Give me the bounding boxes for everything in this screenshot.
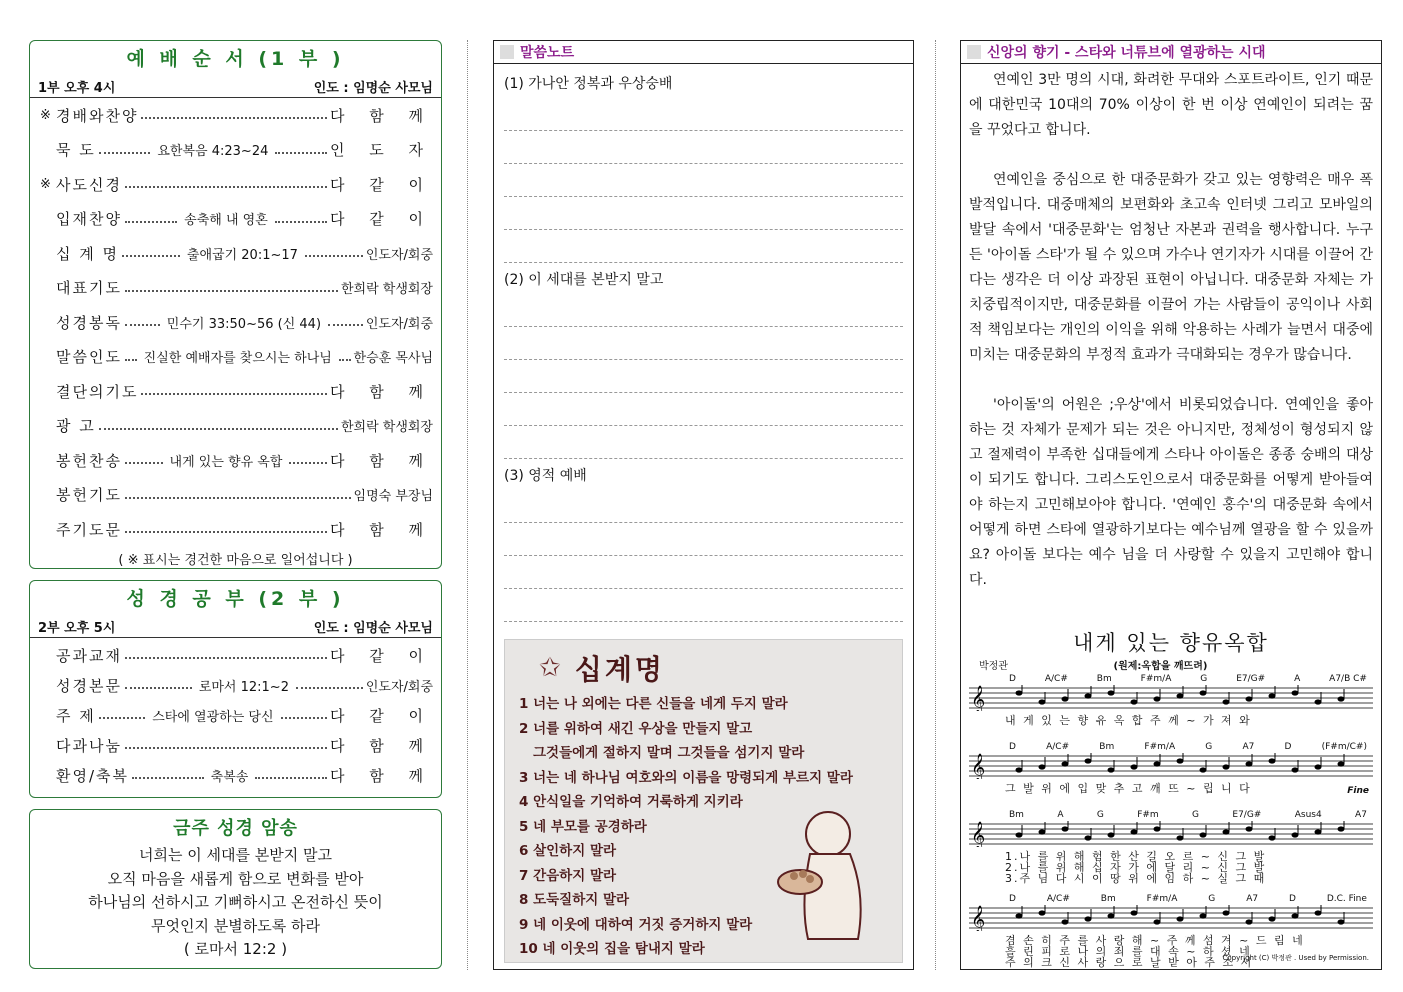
notes-sections xyxy=(494,64,913,656)
order-item-name: 광 고 xyxy=(56,417,96,436)
order-item-name: 주 제 xyxy=(56,706,96,725)
order-row xyxy=(30,730,441,760)
music-note xyxy=(1108,832,1115,837)
music-note xyxy=(1039,699,1046,704)
memory-line: ( 로마서 12:2 ) xyxy=(183,940,288,958)
music-note xyxy=(1246,761,1253,766)
music-note xyxy=(1292,690,1299,695)
treble-clef-icon: 𝄞 xyxy=(971,685,986,711)
chord-symbol: G xyxy=(1208,894,1216,904)
chord-symbol: E7/G# xyxy=(1232,810,1262,820)
chord-row xyxy=(969,742,1373,753)
lyrics-line: 흘 린 피 로 나 의 죄 를 대 속 ~ 하 셨 네 xyxy=(1005,945,1252,958)
article-title: 신앙의 향기 - 스타와 너튜브에 열광하는 시대 xyxy=(987,45,1266,61)
leader-dots xyxy=(339,359,351,361)
music-note xyxy=(1338,696,1345,701)
commandment-item: 7 간음하지 말라 xyxy=(519,867,617,884)
writing-line xyxy=(504,426,903,459)
note-section xyxy=(494,460,913,656)
chord-row xyxy=(969,674,1373,685)
chord-symbol: Bm xyxy=(1096,674,1112,684)
leader-dots xyxy=(99,152,151,154)
order-item-person: 한승훈 목사님 xyxy=(353,351,434,367)
music-note xyxy=(1223,829,1230,834)
leader-dots xyxy=(141,117,327,119)
article-header xyxy=(961,41,1381,64)
writing-line xyxy=(504,164,903,197)
memory-line: 무엇인지 분별하도록 하라 xyxy=(151,916,320,935)
memory-line: 오직 마음을 새롭게 함으로 변화를 받아 xyxy=(107,869,364,888)
memory-line: 너희는 이 세대를 본받지 말고 xyxy=(139,846,332,864)
writing-line xyxy=(504,230,903,263)
note-heading: (3) 영적 예배 xyxy=(504,468,587,484)
header-marker xyxy=(967,45,981,59)
music-note xyxy=(1338,761,1345,766)
music-note xyxy=(1177,758,1184,763)
leader-dots xyxy=(125,186,327,188)
article-panel xyxy=(960,40,1382,970)
writing-line xyxy=(504,294,903,327)
stand-mark: ※ xyxy=(40,176,51,192)
order-item-name: 공과교재 xyxy=(56,646,122,665)
study-title: 성 경 공 부 (2 부 ) xyxy=(126,588,345,610)
chord-symbol: A7 xyxy=(1246,894,1259,904)
music-note xyxy=(1269,835,1276,840)
treble-clef-icon: 𝄞 xyxy=(971,905,986,931)
music-note xyxy=(1200,832,1207,837)
commandment-item: 8 도둑질하지 말라 xyxy=(519,892,630,908)
order-item-name: 결단의기도 xyxy=(56,382,139,401)
writing-line xyxy=(504,490,903,523)
music-note xyxy=(1039,764,1046,769)
song-composer: 박정관 xyxy=(979,661,1008,672)
order-item-person: 다 함 께 xyxy=(329,766,433,785)
order-item-detail: 요한복음 4:23~24 xyxy=(153,140,272,159)
writing-line xyxy=(504,197,903,230)
music-note xyxy=(1200,690,1207,695)
commandment-item: 1 너는 나 외에는 다른 신들을 네게 두지 말라 xyxy=(519,696,788,712)
music-note xyxy=(1292,832,1299,837)
music-note xyxy=(1200,767,1207,772)
order-item-name: 성경본문 xyxy=(56,676,122,695)
staff-system xyxy=(969,894,1373,976)
order-row xyxy=(30,271,441,306)
music-note xyxy=(1315,910,1322,915)
leader-dots xyxy=(125,687,192,689)
notes-header xyxy=(494,41,913,64)
order-item-person: 다 함 께 xyxy=(330,451,434,470)
order-item-detail: 스타에 열광하는 당신 xyxy=(148,706,277,725)
note-heading: (1) 가나안 정복과 우상숭배 xyxy=(504,76,673,92)
music-note xyxy=(1177,916,1184,921)
order-row xyxy=(30,670,441,700)
commandments-header xyxy=(505,640,902,688)
music-note xyxy=(1062,696,1069,701)
music-note xyxy=(1315,699,1322,704)
order-item-person: 다 함 께 xyxy=(329,106,433,125)
order-row xyxy=(30,640,441,670)
chord-symbol: A7/B C# xyxy=(1329,674,1367,684)
article-paragraph: 연예인을 중심으로 한 대중문화가 갖고 있는 영향력은 매우 폭발적입니다. 대중매체의 보편화와 초고속 인터넷 그리고 모바일의 발달 속에서 '대중문화'는 엄청난 자본과 권력을 행사합니다. 누구든 '아이돌 스타'가 될 수 있으며 가수나 연기자가 시대를 이끌어 간다는 생각은 더 이상 과장된 표현이 아닙니다. 대중문화 자체는 가치중립적이지만, 대중문화를 이끌어 가는 사람들이 공익이나 사회적 책임보다는 개인의 이익을 위해 악용하는 사례가 늘면서 대중에 미치는 대중문화의 부정적 효과가 극대화되는 경우가 많습니다. xyxy=(969,172,1373,363)
chord-symbol: G xyxy=(1200,674,1208,684)
writing-line xyxy=(504,523,903,556)
chord-symbol: G xyxy=(1192,810,1200,820)
leader-dots xyxy=(99,717,145,719)
leader-dots xyxy=(125,290,338,292)
order-item-person: 인도자/회중 xyxy=(365,247,433,263)
order-item-name: 성경봉독 xyxy=(56,313,122,332)
order-row xyxy=(30,512,441,547)
music-note xyxy=(1292,913,1299,918)
writing-line xyxy=(504,327,903,360)
music-note xyxy=(1269,916,1276,921)
leader-dots xyxy=(328,324,363,326)
music-note xyxy=(1269,693,1276,698)
order-item-person: 다 함 께 xyxy=(329,520,433,539)
order-item-person: 인도자/회중 xyxy=(365,316,434,332)
study-time: 2부 오후 5시 xyxy=(38,620,116,636)
bible-study-box xyxy=(29,580,442,798)
chord-symbol: A/C# xyxy=(1044,674,1068,684)
music-note xyxy=(1154,696,1161,701)
leader-dots xyxy=(125,462,163,464)
order-item-detail: 민수기 33:50~56 (신 44) xyxy=(163,313,325,332)
chord-symbol: Asus4 xyxy=(1294,810,1322,820)
order-row xyxy=(30,409,441,444)
chord-symbol: (F#m/C#) xyxy=(1321,742,1367,752)
treble-clef-icon: 𝄞 xyxy=(971,753,986,779)
music-note xyxy=(1016,690,1023,695)
ten-commandments-image xyxy=(504,639,903,963)
leader-dots xyxy=(125,497,351,499)
chord-symbol: D xyxy=(1009,894,1016,904)
music-note xyxy=(1039,829,1046,834)
order-item-name: 환영/축복 xyxy=(56,766,130,785)
leader-dots xyxy=(132,777,204,779)
chord-symbol: D.C. Fine xyxy=(1326,894,1367,904)
order-item-person: 임명숙 부장님 xyxy=(353,489,433,505)
music-note xyxy=(1085,758,1092,763)
column-divider-2 xyxy=(935,40,936,970)
leader-dots xyxy=(275,152,327,154)
music-note xyxy=(1131,910,1138,915)
chord-symbol: A7 xyxy=(1355,810,1367,820)
chord-symbol: A/C# xyxy=(1046,894,1070,904)
treble-clef-icon: 𝄞 xyxy=(971,821,986,847)
music-note xyxy=(1177,835,1184,840)
notes-title: 말씀노트 xyxy=(520,45,575,61)
study-subheader xyxy=(30,615,441,638)
leader-dots xyxy=(125,359,137,361)
music-note xyxy=(1292,767,1299,772)
music-note xyxy=(1315,764,1322,769)
order-row xyxy=(30,443,441,478)
music-note xyxy=(1223,699,1230,704)
study-list xyxy=(30,638,441,790)
order-item-person: 한희락 학생회장 xyxy=(340,420,433,436)
music-note xyxy=(1315,829,1322,834)
commandment-item: 2 너를 위하여 새긴 우상을 만들지 말고 xyxy=(519,720,753,737)
order-row xyxy=(30,167,441,202)
worship-note: ( ※ 표시는 경건한 마음으로 일어섭니다 ) xyxy=(118,552,353,568)
commandments-title: 십계명 xyxy=(574,653,665,686)
stand-mark: ※ xyxy=(40,107,51,123)
worship-subheader xyxy=(30,75,441,98)
fine-mark: Fine xyxy=(1347,786,1369,796)
writing-line xyxy=(504,556,903,589)
music-note xyxy=(1039,910,1046,915)
chord-symbol: F#m/A xyxy=(1146,894,1178,904)
music-staff xyxy=(969,821,1373,847)
chord-symbol: D xyxy=(1289,894,1296,904)
order-item-name: 묵 도 xyxy=(56,141,96,160)
commandment-item: 6 살인하지 말라 xyxy=(519,843,617,859)
commandment-item: 10 네 이웃의 집을 탐내지 말라 xyxy=(519,941,705,957)
chord-symbol: D xyxy=(1284,742,1292,752)
music-note xyxy=(1223,764,1230,769)
order-row xyxy=(30,374,441,409)
chord-symbol: G xyxy=(1096,810,1104,820)
music-note xyxy=(1085,693,1092,698)
music-note xyxy=(1223,910,1230,915)
study-leader: 인도 : 임명순 사모님 xyxy=(313,620,433,636)
music-note xyxy=(1131,829,1138,834)
order-item-person: 다 같 이 xyxy=(330,210,434,229)
chord-symbol: A xyxy=(1294,674,1301,684)
music-note xyxy=(1131,699,1138,704)
lyrics-line: 2.나 를 위 해 십 자 가 에 달 리 ~ 신 그 발 xyxy=(1005,861,1267,874)
leader-dots xyxy=(281,717,327,719)
chord-symbol: G xyxy=(1205,742,1213,752)
chord-symbol: Bm xyxy=(1100,894,1116,904)
chord-symbol: F#m/A xyxy=(1144,742,1176,752)
order-item-name: 봉헌찬송 xyxy=(56,451,122,470)
leader-dots xyxy=(305,255,363,257)
article-paragraph: 연예인 3만 명의 시대, 화려한 무대와 스포트라이트, 인기 때문에 대한민국 10대의 70% 이상이 한 번 이상 연예인이 되려는 꿈을 꾸었다고 합니다. xyxy=(969,72,1373,138)
order-item-detail: 출애굽기 20:1~17 xyxy=(183,244,302,263)
article-paragraph: '아이돌'의 어원은 ;우상'에서 비롯되었습니다. 연예인을 좋아하는 것 자체가 문제가 되는 것은 아니지만, 정체성이 형성되지 않고 절제력이 부족한 십대들에게 스타나 아이돌은 종종 숭배의 대상이 되기도 합니다. 그리스도인으로서 대중문화를 어떻게 받아들여야 하는지 고민해보아야 합니다. '연예인 홍수'의 대중문화 속에서 어떻게 하면 스타에 열광하기보다는 예수님께 열광을 할 수 있을까요? 아이돌 보다는 예수 님을 더 사랑할 수 있을지 고민해야 합니다. xyxy=(969,397,1373,588)
leader-dots xyxy=(122,255,180,257)
chord-symbol: D xyxy=(1009,742,1016,752)
order-item-name: 말씀인도 xyxy=(56,348,122,367)
order-item-person: 인 도 자 xyxy=(330,141,434,160)
writing-line xyxy=(504,393,903,426)
order-item-name: 입재찬양 xyxy=(56,210,122,229)
staff-system xyxy=(969,742,1373,808)
music-note xyxy=(1177,693,1184,698)
worship-list xyxy=(30,98,441,547)
song-copyright: Copyright (C) 박정관 . Used by Permission. xyxy=(1222,954,1369,962)
lyrics-line: 주 의 크 신 사 랑 으 로 날 받 아 주 소 서 xyxy=(1005,956,1254,969)
song-title: 내게 있는 향유옥합 xyxy=(1073,631,1269,655)
music-note xyxy=(1016,832,1023,837)
leader-dots xyxy=(125,324,160,326)
music-note xyxy=(1246,919,1253,924)
order-item-detail: 송축해 내 영혼 xyxy=(180,209,272,228)
staff-system xyxy=(969,674,1373,740)
chord-symbol: A xyxy=(1057,810,1064,820)
music-note xyxy=(1062,919,1069,924)
sermon-notes-panel xyxy=(493,40,914,970)
order-row xyxy=(30,700,441,730)
order-item-person: 인도자/회중 xyxy=(365,679,433,695)
chord-symbol: F#m/A xyxy=(1140,674,1172,684)
order-item-name: 십 계 명 xyxy=(56,244,120,263)
leader-dots xyxy=(125,221,177,223)
star-doodle-icon: ✩ xyxy=(539,653,561,683)
sheet-music xyxy=(969,627,1373,969)
music-note xyxy=(1154,761,1161,766)
music-note xyxy=(1108,690,1115,695)
lyrics-line: 내 게 있 는 향 유 옥 합 주 께 ~ 가 져 와 xyxy=(1005,714,1252,727)
music-note xyxy=(1338,826,1345,831)
commandment-item: 3 너는 네 하나님 여호와의 이름을 망령되게 부르지 말라 xyxy=(519,769,853,786)
music-note xyxy=(1338,919,1345,924)
order-item-detail: 내게 있는 향유 옥합 xyxy=(166,451,287,470)
leader-dots xyxy=(141,393,327,395)
music-staff xyxy=(969,753,1373,779)
staves xyxy=(969,674,1373,976)
order-row xyxy=(30,340,441,375)
commandment-item: 4 안식일을 기억하여 거룩하게 지키라 xyxy=(519,794,743,810)
lyrics-line: 겸 손 히 주 를 사 랑 해 ~ 주 께 섬 겨 ~ 드 림 네 xyxy=(1005,934,1305,947)
staff-system xyxy=(969,810,1373,892)
order-item-name: 사도신경 xyxy=(56,175,122,194)
leader-dots xyxy=(255,777,327,779)
commandment-item: 9 네 이웃에 대하여 거짓 증거하지 말라 xyxy=(519,916,753,933)
memory-title: 금주 성경 암송 xyxy=(173,818,298,839)
order-item-detail: 축복송 xyxy=(207,766,253,785)
chord-symbol: A/C# xyxy=(1046,742,1070,752)
music-note xyxy=(1016,913,1023,918)
order-item-name: 경배와찬양 xyxy=(56,106,139,125)
leader-dots xyxy=(296,687,363,689)
order-item-name: 봉헌기도 xyxy=(56,486,122,505)
music-staff xyxy=(969,685,1373,711)
worship-time: 1부 오후 4시 xyxy=(38,80,116,96)
memory-line: 하나님의 선하시고 기뻐하시고 온전하신 뜻이 xyxy=(88,893,383,911)
order-item-name: 주기도문 xyxy=(56,520,122,539)
commandment-item: 그것들에게 절하지 말며 그것들을 섬기지 말라 xyxy=(533,745,805,761)
music-note xyxy=(1085,835,1092,840)
order-item-detail: 로마서 12:1~2 xyxy=(195,676,293,695)
leader-dots xyxy=(289,462,327,464)
commandment-item: 5 네 부모를 공경하라 xyxy=(519,818,647,835)
song-subtitle: (원제:옥합을 깨뜨려) xyxy=(1113,661,1208,672)
person-holding-basket-illustration xyxy=(770,804,880,944)
lyrics-line: 1.나 를 위 해 험 한 산 길 오 르 ~ 신 그 발 xyxy=(1005,850,1267,863)
order-row xyxy=(30,236,441,271)
leader-dots xyxy=(125,657,327,659)
music-note xyxy=(1246,696,1253,701)
memory-verse xyxy=(30,844,441,962)
music-note xyxy=(1154,919,1161,924)
music-note xyxy=(1131,764,1138,769)
order-item-person: 다 함 께 xyxy=(329,382,433,401)
order-item-name: 다과나눔 xyxy=(56,736,122,755)
writing-line xyxy=(504,131,903,164)
header-marker xyxy=(500,45,514,59)
order-row xyxy=(30,98,441,133)
article-body xyxy=(961,64,1381,593)
order-row xyxy=(30,478,441,513)
order-row xyxy=(30,760,441,790)
music-note xyxy=(1200,913,1207,918)
lyrics-line: 3.주 님 다 시 이 땅 위 에 임 하 ~ 실 그 때 xyxy=(1005,872,1267,885)
music-note xyxy=(1062,761,1069,766)
music-note xyxy=(1108,767,1115,772)
music-note xyxy=(1269,758,1276,763)
chord-row xyxy=(969,810,1373,821)
worship-title: 예 배 순 서 (1 부 ) xyxy=(126,48,345,70)
worship-leader: 인도 : 임명순 사모님 xyxy=(313,80,433,96)
music-note xyxy=(1108,913,1115,918)
chord-row xyxy=(969,894,1373,905)
note-section xyxy=(494,68,913,264)
worship-order-box xyxy=(29,40,442,569)
order-row xyxy=(30,305,441,340)
order-item-detail: 진실한 예배자를 찾으시는 하나님 xyxy=(140,347,336,366)
chord-symbol: Bm xyxy=(1099,742,1115,752)
order-row xyxy=(30,202,441,237)
leader-dots xyxy=(125,531,327,533)
chord-symbol: F#m xyxy=(1137,810,1159,820)
order-item-name: 대표기도 xyxy=(56,279,122,298)
order-item-person: 다 같 이 xyxy=(329,175,433,194)
order-row xyxy=(30,133,441,168)
music-note xyxy=(1062,826,1069,831)
music-note xyxy=(1154,826,1161,831)
order-item-person: 한희락 학생회장 xyxy=(340,282,433,298)
note-section xyxy=(494,264,913,460)
leader-dots xyxy=(99,428,338,430)
chord-symbol: E7/G# xyxy=(1236,674,1266,684)
memory-verse-box xyxy=(29,809,442,969)
writing-line xyxy=(504,589,903,622)
leader-dots xyxy=(125,747,327,749)
writing-line xyxy=(504,360,903,393)
chord-symbol: Bm xyxy=(1009,810,1024,820)
writing-line xyxy=(504,98,903,131)
note-heading: (2) 이 세대를 본받지 말고 xyxy=(504,272,664,288)
order-item-person: 다 함 께 xyxy=(329,736,433,755)
chord-symbol: A7 xyxy=(1242,742,1255,752)
music-note xyxy=(1246,826,1253,831)
chord-symbol: D xyxy=(1009,674,1016,684)
lyrics-line: 그 발 위 에 입 맞 추 고 깨 뜨 ~ 립 니 다 xyxy=(1005,782,1252,795)
order-item-person: 다 같 이 xyxy=(329,706,433,725)
column-divider-1 xyxy=(467,40,468,970)
music-note xyxy=(1016,767,1023,772)
order-item-person: 다 같 이 xyxy=(329,646,433,665)
music-note xyxy=(1085,916,1092,921)
music-staff xyxy=(969,905,1373,931)
leader-dots xyxy=(275,221,327,223)
